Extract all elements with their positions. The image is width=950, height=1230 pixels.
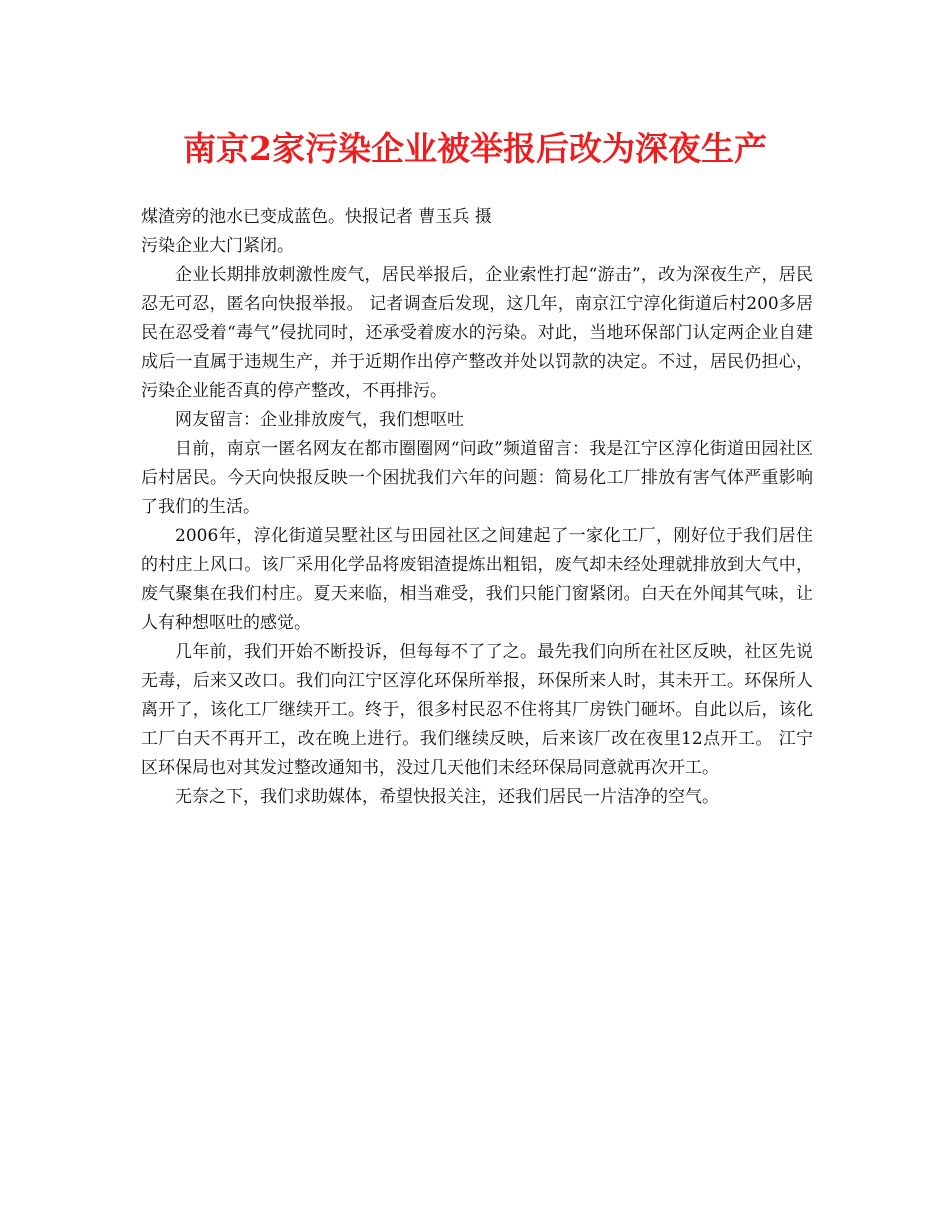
paragraph: 无奈之下，我们求助媒体，希望快报关注，还我们居民一片洁净的空气。 — [175, 787, 719, 807]
paragraph: 几年前，我们开始不断投诉，但每每不了了之。最先我们向所在社区反映，社区先说无毒，后来又改口。我们向江宁区淳化环保所举报，环保所来人时，其未开工。环保所人离开了，该化工厂继续开工。终于，很多村民忍不住将其厂房铁门砸坏。自此以后，该化工厂白天不再开工，改在晚上进行。我们继续反映，后来该厂改在夜里12点开工。 江宁区环保局也对其发过整改通知书，没过几天他们未经环保局同意就再次开工。 — [141, 642, 813, 778]
photo-caption: 污染企业大门紧闭。 — [141, 236, 294, 256]
photo-caption: 煤渣旁的池水已变成蓝色。快报记者 曹玉兵 摄 — [141, 207, 492, 227]
paragraph: 日前，南京一匿名网友在都市圈圈网“问政”频道留言：我是江宁区淳化街道田园社区后村居民。今天向快报反映一个困扰我们六年的问题：简易化工厂排放有害气体严重影响了我们的生活。 — [141, 439, 813, 517]
section-heading: 网友留言：企业排放废气，我们想呕吐 — [175, 410, 464, 430]
document-title: 南京2家污染企业被举报后改为深夜生产 — [183, 129, 767, 168]
paragraph: 2006年，淳化街道吴墅社区与田园社区之间建起了一家化工厂，刚好位于我们居住的村庄上风口。该厂采用化学品将废铝渣提炼出粗铝，废气却未经处理就排放到大气中，废气聚集在我们村庄。夏天来临，相当难受，我们只能门窗紧闭。白天在外闻其气味，让人有种想呕吐的感觉。 — [141, 526, 813, 633]
paragraph: 企业长期排放刺激性废气，居民举报后，企业索性打起“游击”，改为深夜生产，居民忍无可忍，匿名向快报举报。 记者调查后发现，这几年，南京江宁淳化街道后村200多居民在忍受着“毒气”侵扰同时，还承受着废水的污染。对此，当地环保部门认定两企业自建成后一直属于违规生产，并于近期作出停产整改并处以罚款的决定。不过，居民仍担心，污染企业能否真的停产整改，不再排污。 — [141, 265, 813, 401]
document-body — [141, 203, 813, 812]
